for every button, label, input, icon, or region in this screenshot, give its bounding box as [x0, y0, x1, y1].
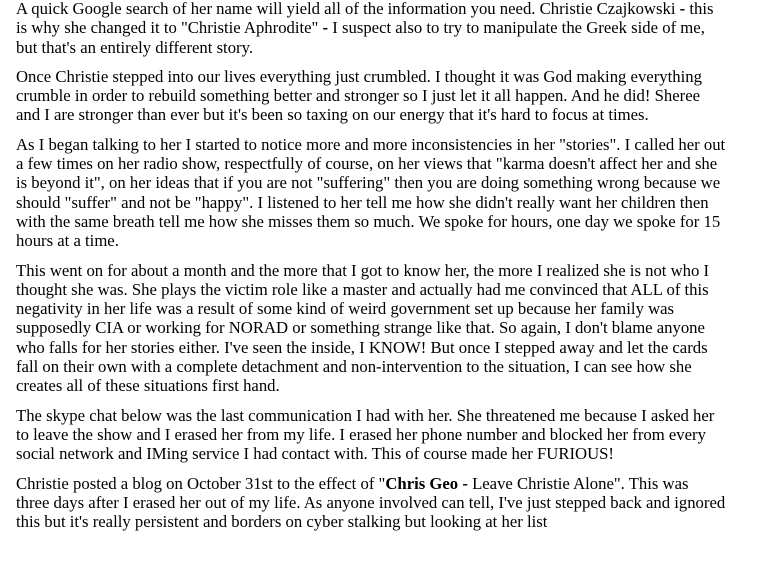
article-body — [16, 0, 726, 541]
paragraph-4 — [16, 261, 726, 396]
paragraph-1-dash-2: - — [322, 18, 329, 38]
paragraph-1-text-3: I suspect also to try to manipulate the Greek side of me, but that's an entirely different story. — [16, 18, 705, 57]
paragraph-1 — [16, 0, 726, 57]
paragraph-3 — [16, 135, 726, 251]
paragraph-1-dash-1: - — [679, 0, 686, 18]
paragraph-3-text: As I began talking to her I started to notice more and more inconsistencies in her "stories". I called her out a few times on her radio show, respectfully of course, on her views that "karma doesn't affect her and she is beyond it", on her ideas that if you are not "suffering" then you are doing something wrong because we should "suffer" and not be "happy". I listened to her tell me how she didn't really want her children then with the same breath tell me how she misses them so much. We spoke for hours, one day we spoke for 15 hours at a time. — [16, 134, 726, 251]
paragraph-1-text-2: this is why she changed it to "Christie Aphrodite" — [16, 0, 714, 38]
paragraph-2 — [16, 67, 726, 125]
paragraph-6-bold-name: Chris Geo - — [385, 473, 473, 493]
paragraph-6-text-1: Christie posted a blog on October 31st to the effect of " — [16, 473, 386, 493]
paragraph-1-text-1: A quick Google search of her name will yield all of the information you need. Christie Czajkowski — [16, 0, 680, 18]
paragraph-6-text-2: Leave Christie Alone". This was three days after I erased her out of my life. As anyone involved can tell, I've just stepped back and ignored this but it's really persistent and borders on cyber stalking but looking at her list — [16, 473, 726, 532]
paragraph-5-text: The skype chat below was the last communication I had with her. She threatened me because I asked her to leave the show and I erased her from my life. I erased her phone number and blocked her from every social network and IMing service I had contact with. This of course made her FURIOUS! — [16, 405, 715, 464]
paragraph-5 — [16, 406, 726, 464]
paragraph-2-text: Once Christie stepped into our lives everything just crumbled. I thought it was God making everything crumble in order to rebuild something better and stronger so I just let it all happen. And he did! Sheree and I are stronger than ever but it's been so taxing on our energy that it's hard to focus at times. — [16, 66, 702, 125]
paragraph-6 — [16, 474, 726, 532]
paragraph-4-text: This went on for about a month and the more that I got to know her, the more I realized she is not who I thought she was. She plays the victim role like a master and actually had me convinced that ALL of this negativity in her life was a result of some kind of weird government set up because her family was supposedly CIA or working for NORAD or something strange like that. So again, I don't blame anyone who falls for her stories either. I've seen the inside, I KNOW! But once I stepped away and let the cards fall on their own with a complete detachment and non-intervention to the situation, I can see how she creates all of these situations first hand. — [16, 260, 710, 396]
